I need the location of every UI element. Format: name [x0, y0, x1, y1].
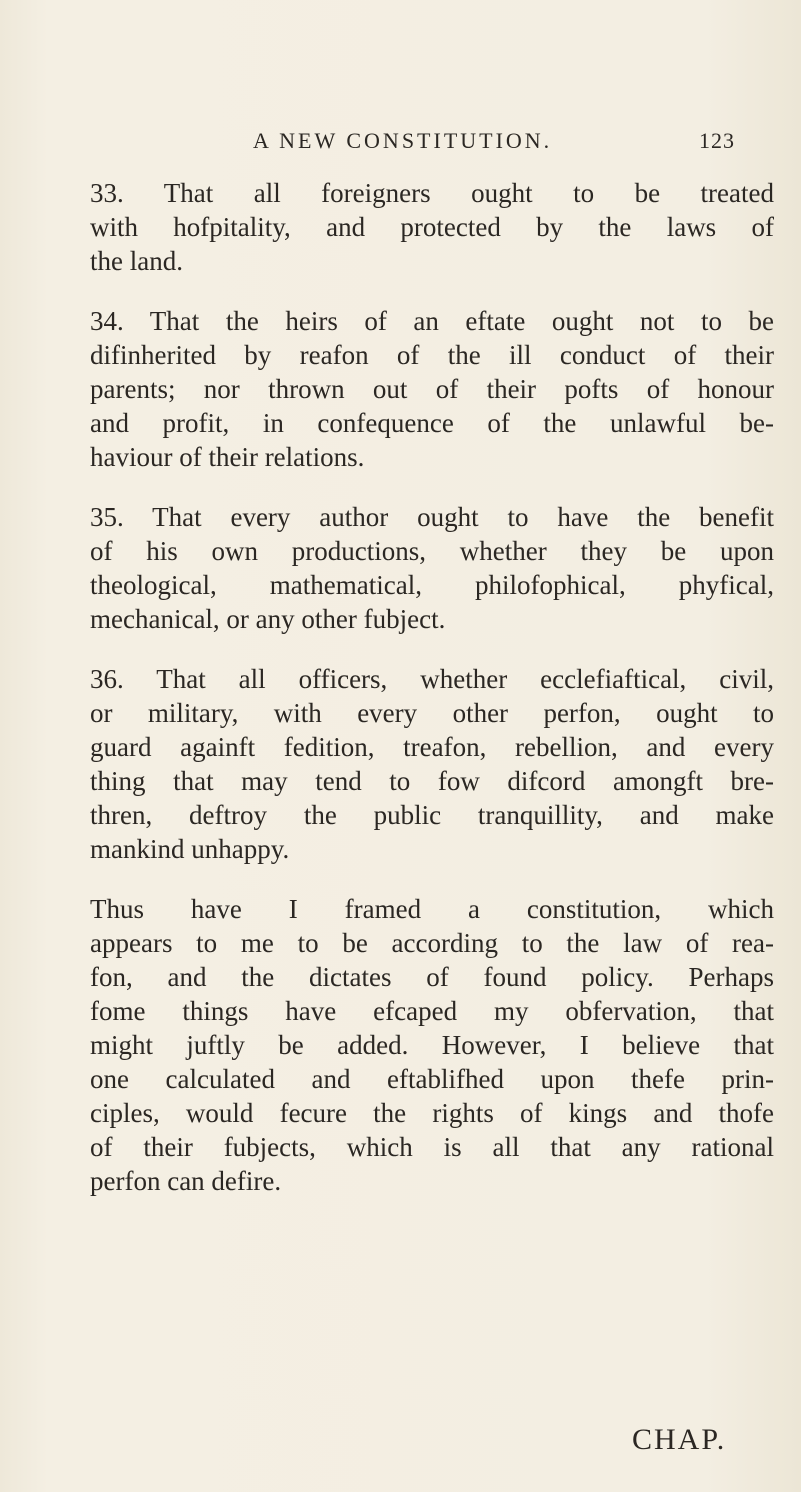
- text-line: theological, mathematical, philofophical, phyfical,: [90, 570, 774, 600]
- text-line: ciples, would fecure the rights of kings and thofe: [90, 1098, 774, 1128]
- body-text: [54, 176, 774, 1224]
- article-34: [54, 304, 774, 474]
- text-line: appears to me to be according to the law of rea-: [90, 928, 774, 958]
- text-line: perfon can defire.: [90, 1166, 282, 1196]
- text-line: difinherited by reafon of the ill conduct of their: [90, 340, 774, 370]
- text-line: 36. That all officers, whether ecclefiaftical, civil,: [90, 664, 774, 694]
- text-line: fon, and the dictates of found policy. Perhaps: [90, 962, 774, 992]
- running-head-title: A NEW CONSTITUTION.: [253, 128, 553, 153]
- text-line: Thus have I framed a constitution, which: [90, 894, 774, 924]
- article-36: [54, 662, 774, 866]
- article-33: [54, 176, 774, 278]
- text-line: might juftly be added. However, I believe that: [90, 1030, 774, 1060]
- text-line: or military, with every other perfon, ought to: [90, 698, 774, 728]
- text-line: fome things have efcaped my obfervation, that: [90, 996, 774, 1026]
- text-line: mechanical, or any other fubject.: [90, 604, 446, 634]
- text-line: mankind unhappy.: [90, 834, 290, 864]
- text-line: parents; nor thrown out of their pofts of honour: [90, 374, 774, 404]
- text-line: one calculated and eftablifhed upon thefe prin-: [90, 1064, 774, 1094]
- text-line: 33. That all foreigners ought to be treated: [90, 178, 774, 208]
- article-35: [54, 500, 774, 636]
- text-line: thing that may tend to fow difcord amongft bre-: [90, 766, 774, 796]
- text-line: the land.: [90, 246, 183, 276]
- text-line: of their fubjects, which is all that any rational: [90, 1132, 774, 1162]
- closing-paragraph: [54, 892, 774, 1198]
- running-head: [253, 128, 773, 158]
- text-line: haviour of their relations.: [90, 442, 365, 472]
- catchword: CHAP.: [632, 1423, 727, 1456]
- page-number: 123: [699, 128, 735, 153]
- text-line: guard againft fedition, treafon, rebellion, and every: [90, 732, 774, 762]
- text-line: thren, deftroy the public tranquillity, and make: [90, 800, 774, 830]
- text-line: 35. That every author ought to have the benefit: [90, 502, 774, 532]
- text-line: of his own productions, whether they be upon: [90, 536, 774, 566]
- text-line: 34. That the heirs of an eftate ought not to be: [90, 306, 774, 336]
- text-line: with hofpitality, and protected by the laws of: [90, 212, 774, 242]
- text-line: and profit, in confequence of the unlawful be-: [90, 408, 774, 438]
